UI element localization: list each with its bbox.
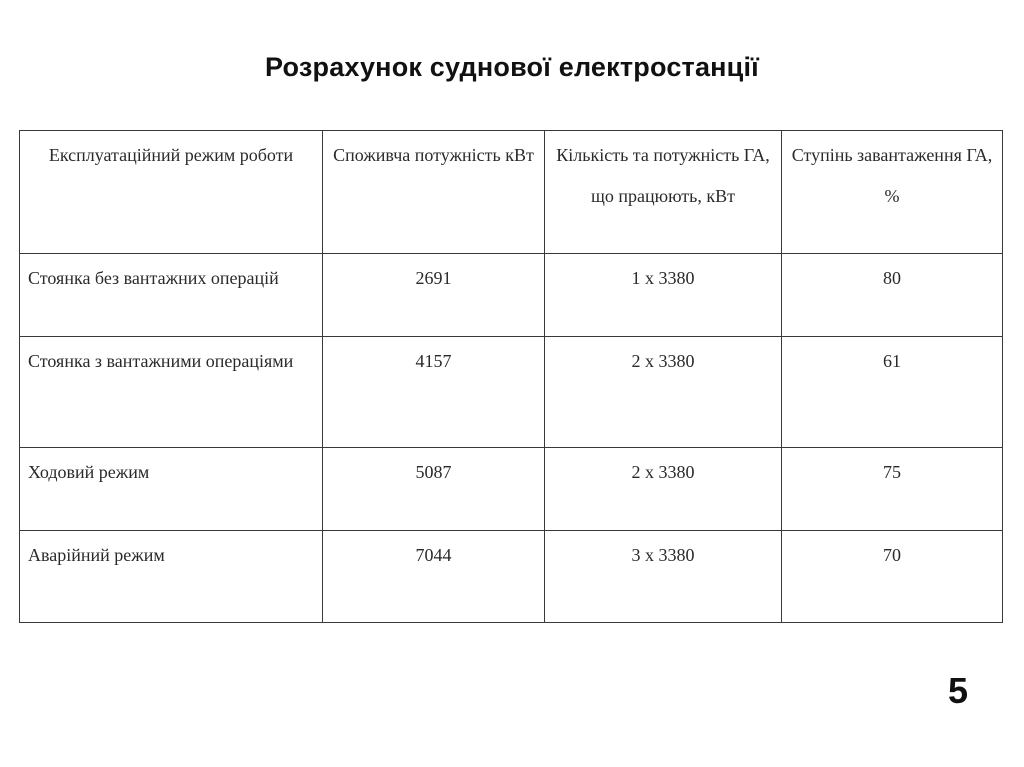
table-header-row xyxy=(20,131,1003,254)
table-row xyxy=(20,531,1003,623)
cell-load: 75 xyxy=(782,448,1003,531)
table-row xyxy=(20,448,1003,531)
slide-title: Розрахунок суднової електростанції xyxy=(265,52,759,82)
table-row xyxy=(20,337,1003,448)
cell-power: 5087 xyxy=(323,448,545,531)
cell-generators: 2 x 3380 xyxy=(545,337,782,448)
cell-generators: 2 x 3380 xyxy=(545,448,782,531)
page-number: 5 xyxy=(948,670,969,711)
header-consumed-power: Споживча потужність кВт xyxy=(323,131,545,254)
cell-power: 4157 xyxy=(323,337,545,448)
cell-load: 80 xyxy=(782,254,1003,337)
header-generator-count-power: Кількість та потужність ГА, що працюють, кВт xyxy=(545,131,782,254)
cell-load: 70 xyxy=(782,531,1003,623)
header-generator-load: Ступінь завантаження ГА, % xyxy=(782,131,1003,254)
cell-mode: Аварійний режим xyxy=(20,531,323,623)
cell-mode: Стоянка з вантажними операціями xyxy=(20,337,323,448)
header-operating-mode: Експлуатаційний режим роботи xyxy=(20,131,323,254)
cell-generators: 1 x 3380 xyxy=(545,254,782,337)
cell-power: 7044 xyxy=(323,531,545,623)
table-row xyxy=(20,254,1003,337)
cell-generators: 3 x 3380 xyxy=(545,531,782,623)
cell-mode: Стоянка без вантажних операцій xyxy=(20,254,323,337)
cell-load: 61 xyxy=(782,337,1003,448)
cell-mode: Ходовий режим xyxy=(20,448,323,531)
cell-power: 2691 xyxy=(323,254,545,337)
power-plant-table xyxy=(19,130,1003,623)
